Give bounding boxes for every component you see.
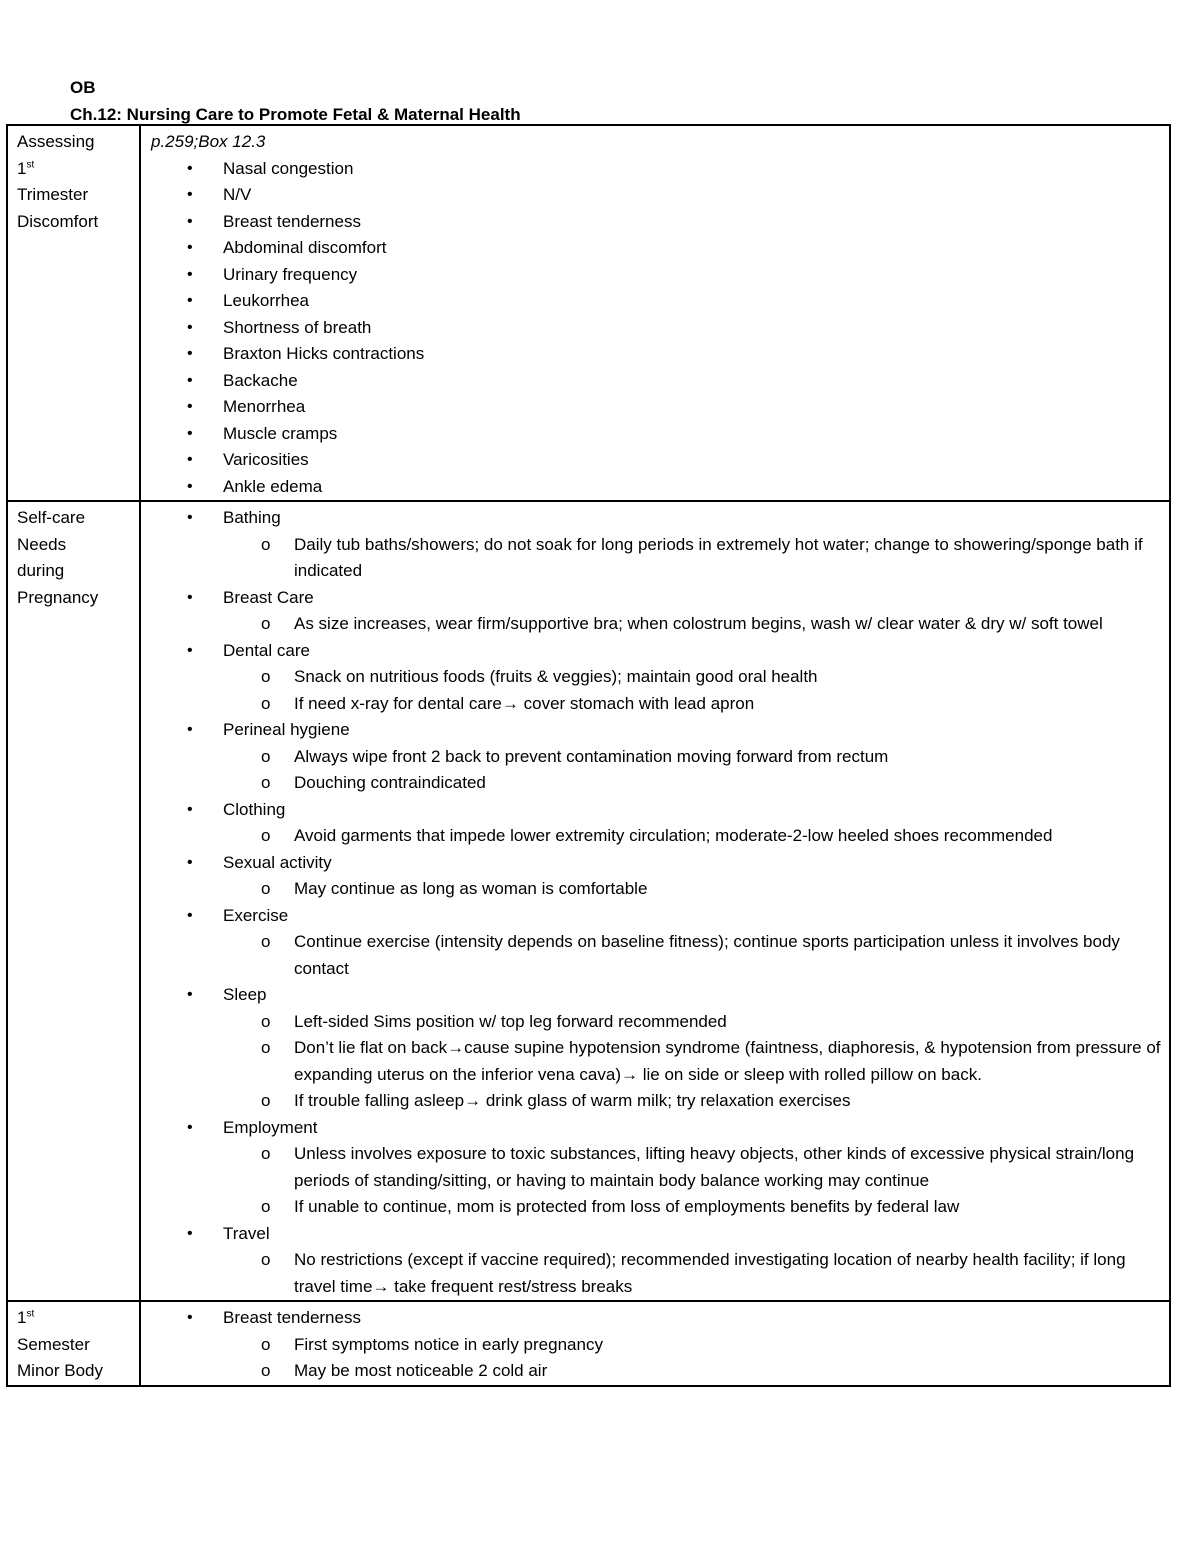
sub-list-item: o May be most noticeable 2 cold air <box>223 1358 1169 1385</box>
sub-list-item: o Always wipe front 2 back to prevent contamination moving forward from rectum <box>223 744 1169 771</box>
sub-list-item: o Don’t lie flat on back→cause supine hypotension syndrome (faintness, diaphoresis, & hypotension from pressure of expanding uterus on the inferior vena cava)→ lie on side or sleep with rolled pillow on back. <box>223 1035 1169 1088</box>
bullet-icon: • <box>187 451 193 468</box>
sub-bullet-icon: o <box>261 1144 271 1163</box>
sub-list-item: o If need x-ray for dental care→ cover stomach with lead apron <box>223 691 1169 718</box>
list-item: • Bathing o Daily tub baths/showers; do not soak for long periods in extremely hot water; change to showering/sponge bath if indicated <box>151 505 1169 585</box>
list-item: • Breast Care o As size increases, wear firm/supportive bra; when colostrum begins, wash w/ clear water & dry w/ soft towel <box>151 585 1169 638</box>
list-item: • Perineal hygiene o Always wipe front 2 back to prevent contamination moving forward from rectum o Douching contraindicated <box>151 717 1169 797</box>
sub-list-item: o If unable to continue, mom is protected from loss of employments benefits by federal law <box>223 1194 1169 1221</box>
sub-bullet-icon: o <box>261 1250 271 1269</box>
list-item: • Menorrhea <box>151 394 1169 421</box>
list-item: • Backache <box>151 368 1169 395</box>
chapter-title: Ch.12: Nursing Care to Promote Fetal & Maternal Health <box>70 105 521 124</box>
bullet-icon: • <box>187 509 193 526</box>
bullet-icon: • <box>187 159 193 177</box>
sub-list-item: o If trouble falling asleep→ drink glass of warm milk; try relaxation exercises <box>223 1088 1169 1115</box>
bullet-icon: • <box>187 641 193 659</box>
bullet-icon: • <box>187 986 193 1003</box>
bullet-icon: • <box>187 588 193 606</box>
list-item: • Exercise o Continue exercise (intensity depends on baseline fitness); continue sports participation unless it involves body contact <box>151 903 1169 983</box>
sub-bullet-icon: o <box>261 826 271 845</box>
row-label: 1st Semester Minor Body <box>7 1301 140 1386</box>
bullet-icon: • <box>187 424 193 442</box>
bullet-icon: • <box>187 398 193 415</box>
document-header <box>70 74 521 128</box>
table-row <box>7 1301 1170 1386</box>
list-item: • Breast tenderness <box>151 209 1169 236</box>
bullet-icon: • <box>187 186 193 203</box>
table-row <box>7 501 1170 1301</box>
sub-list-item: o Continue exercise (intensity depends on baseline fitness); continue sports participation unless it involves body contact <box>223 929 1169 982</box>
sub-bullet-icon: o <box>261 667 271 686</box>
bullet-icon: • <box>187 853 193 871</box>
sub-list-item: o As size increases, wear firm/supportive bra; when colostrum begins, wash w/ clear water & dry w/ soft towel <box>223 611 1169 638</box>
sub-bullet-icon: o <box>261 1011 271 1031</box>
list-item: • Travel o No restrictions (except if vaccine required); recommended investigating location of nearby health facility; if long travel time→ take frequent rest/stress breaks <box>151 1221 1169 1301</box>
list-item: • Breast tenderness o First symptoms notice in early pregnancy o May be most noticeable 2 cold air <box>151 1305 1169 1385</box>
self-care-list <box>151 505 1169 1300</box>
symptom-list <box>151 156 1169 501</box>
sub-bullet-icon: o <box>261 746 271 766</box>
sub-bullet-icon: o <box>261 1197 271 1216</box>
list-item: • Employment o Unless involves exposure to toxic substances, lifting heavy objects, other kinds of excessive physical strain/long periods of standing/sitting, or having to maintain body balance working may continue o If unable to continue, mom is protected from loss of employments benefits by federal law <box>151 1115 1169 1221</box>
sub-bullet-icon: o <box>261 1334 271 1354</box>
list-item: • Ankle edema <box>151 474 1169 501</box>
sub-bullet-icon: o <box>261 1038 271 1057</box>
sub-bullet-icon: o <box>261 932 271 951</box>
sub-list-item: o Snack on nutritious foods (fruits & veggies); maintain good oral health <box>223 664 1169 691</box>
bullet-icon: • <box>187 906 193 924</box>
sub-list-item: o First symptoms notice in early pregnancy <box>223 1332 1169 1359</box>
bullet-icon: • <box>187 239 193 256</box>
bullet-icon: • <box>187 800 193 818</box>
sub-list-item: o Daily tub baths/showers; do not soak for long periods in extremely hot water; change to showering/sponge bath if indicated <box>223 532 1169 585</box>
list-item: • Clothing o Avoid garments that impede lower extremity circulation; moderate-2-low heeled shoes recommended <box>151 797 1169 850</box>
course-title: OB <box>70 78 96 97</box>
sub-list-item: o Unless involves exposure to toxic substances, lifting heavy objects, other kinds of excessive physical strain/long periods of standing/sitting, or having to maintain body balance working may continue <box>223 1141 1169 1194</box>
row-label: Assessing 1st Trimester Discomfort <box>7 125 140 501</box>
bullet-icon: • <box>187 292 193 309</box>
list-item: • Leukorrhea <box>151 288 1169 315</box>
table-row <box>7 125 1170 501</box>
row-content <box>140 125 1170 501</box>
bullet-icon: • <box>187 1224 193 1242</box>
sub-list-item: o May continue as long as woman is comfortable <box>223 876 1169 903</box>
sub-bullet-icon: o <box>261 1361 271 1380</box>
sub-bullet-icon: o <box>261 879 271 898</box>
list-item: • Sexual activity o May continue as long as woman is comfortable <box>151 850 1169 903</box>
sub-bullet-icon: o <box>261 1091 271 1110</box>
list-item: • Dental care o Snack on nutritious foods (fruits & veggies); maintain good oral health o If need x-ray for dental care→ cover stomach with lead apron <box>151 638 1169 718</box>
list-item: • Sleep o Left-sided Sims position w/ top leg forward recommended o Don’t lie flat on back→cause supine hypotension syndrome (faintness, diaphoresis, & hypotension from pressure of expanding uterus on the inferior vena cava)→ lie on side or sleep with rolled pillow on back. o If trouble falling asleep→ drink glass of warm milk; try relaxation exercises <box>151 982 1169 1115</box>
page-reference: p.259;Box 12.3 <box>151 132 266 151</box>
minor-body-list <box>151 1305 1169 1385</box>
list-item: • Braxton Hicks contractions <box>151 341 1169 368</box>
sub-list-item: o No restrictions (except if vaccine required); recommended investigating location of nearby health facility; if long travel time→ take frequent rest/stress breaks <box>223 1247 1169 1300</box>
bullet-icon: • <box>187 318 193 336</box>
bullet-icon: • <box>187 212 193 230</box>
row-content <box>140 501 1170 1301</box>
sub-list-item: o Left-sided Sims position w/ top leg forward recommended <box>223 1009 1169 1036</box>
row-label: Self-care Needs during Pregnancy <box>7 501 140 1301</box>
row-content <box>140 1301 1170 1386</box>
sub-bullet-icon: o <box>261 693 271 713</box>
list-item: • Shortness of breath <box>151 315 1169 342</box>
list-item: • Urinary frequency <box>151 262 1169 289</box>
bullet-icon: • <box>187 721 193 738</box>
sub-bullet-icon: o <box>261 534 271 554</box>
sub-bullet-icon: o <box>261 614 271 633</box>
list-item: • Abdominal discomfort <box>151 235 1169 262</box>
list-item: • Muscle cramps <box>151 421 1169 448</box>
sub-list-item: o Avoid garments that impede lower extremity circulation; moderate-2-low heeled shoes recommended <box>223 823 1169 850</box>
bullet-icon: • <box>187 371 193 389</box>
bullet-icon: • <box>187 1118 193 1136</box>
notes-table <box>6 124 1171 1387</box>
sub-bullet-icon: o <box>261 773 271 792</box>
bullet-icon: • <box>187 1309 193 1326</box>
bullet-icon: • <box>187 477 193 495</box>
list-item: • Varicosities <box>151 447 1169 474</box>
bullet-icon: • <box>187 345 193 362</box>
list-item: • N/V <box>151 182 1169 209</box>
sub-list-item: o Douching contraindicated <box>223 770 1169 797</box>
bullet-icon: • <box>187 265 193 283</box>
list-item: • Nasal congestion <box>151 156 1169 183</box>
